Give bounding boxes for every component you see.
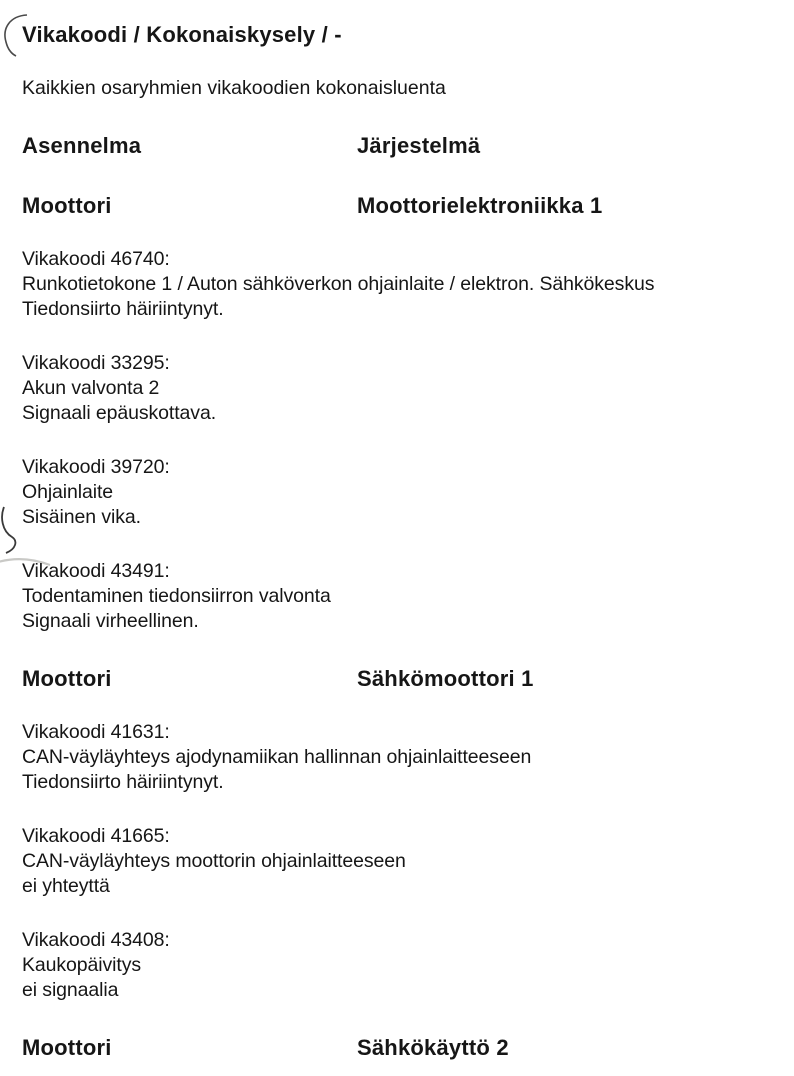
system-name: Sähkökäyttö 2 bbox=[357, 1035, 509, 1060]
section-heading-row bbox=[22, 1033, 770, 1063]
fault-block bbox=[22, 247, 770, 322]
fault-block bbox=[22, 928, 770, 1003]
page-title: Vikakoodi / Kokonaiskysely / - bbox=[22, 22, 342, 47]
fault-description-line: Todentaminen tiedonsiirron valvonta bbox=[22, 585, 331, 607]
assembly-name: Moottori bbox=[22, 193, 112, 218]
fault-code-line: Vikakoodi 39720: bbox=[22, 456, 170, 478]
fault-description-line: Ohjainlaite bbox=[22, 481, 114, 503]
assembly-name: Moottori bbox=[22, 1035, 112, 1060]
fault-description-line: Tiedonsiirto häiriintynyt. bbox=[22, 298, 224, 320]
fault-code-line: Vikakoodi 41665: bbox=[22, 825, 170, 847]
fault-description-line: Signaali virheellinen. bbox=[22, 610, 199, 632]
system-name: Sähkömoottori 1 bbox=[357, 666, 534, 691]
fault-code-line: Vikakoodi 33295: bbox=[22, 352, 170, 374]
fault-description-line: ei yhteyttä bbox=[22, 875, 110, 897]
column-header-system: Järjestelmä bbox=[357, 133, 481, 158]
system-name: Moottorielektroniikka 1 bbox=[357, 193, 603, 218]
fault-description-line: CAN-väyläyhteys moottorin ohjainlaitteeseen bbox=[22, 850, 406, 872]
fault-description-line: Tiedonsiirto häiriintynyt. bbox=[22, 771, 224, 793]
column-header-row bbox=[22, 131, 770, 161]
fault-code-line: Vikakoodi 43491: bbox=[22, 560, 170, 582]
fault-description-line: Sisäinen vika. bbox=[22, 506, 141, 528]
fault-description-line: Akun valvonta 2 bbox=[22, 377, 160, 399]
fault-description-line: Kaukopäivitys bbox=[22, 954, 142, 976]
fault-block bbox=[22, 351, 770, 426]
fault-description-line: Signaali epäuskottava. bbox=[22, 402, 217, 424]
fault-description-line: Runkotietokone 1 / Auton sähköverkon ohjainlaite / elektron. Sähkökeskus bbox=[22, 273, 655, 295]
fault-code-line: Vikakoodi 46740: bbox=[22, 248, 170, 270]
column-header-assembly: Asennelma bbox=[22, 133, 142, 158]
fault-description-line: CAN-väyläyhteys ajodynamiikan hallinnan ohjainlaitteeseen bbox=[22, 746, 532, 768]
page-subtitle: Kaikkien osaryhmien vikakoodien kokonaisluenta bbox=[22, 77, 446, 99]
section-heading-row bbox=[22, 664, 770, 694]
fault-code-line: Vikakoodi 43408: bbox=[22, 929, 170, 951]
assembly-name: Moottori bbox=[22, 666, 112, 691]
fault-block bbox=[22, 559, 770, 634]
fault-code-line: Vikakoodi 41631: bbox=[22, 721, 170, 743]
fault-block bbox=[22, 720, 770, 795]
section-heading-row bbox=[22, 191, 770, 221]
fault-description-line: ei signaalia bbox=[22, 979, 119, 1001]
fault-block bbox=[22, 455, 770, 530]
fault-block bbox=[22, 824, 770, 899]
sections-container bbox=[22, 191, 770, 1063]
